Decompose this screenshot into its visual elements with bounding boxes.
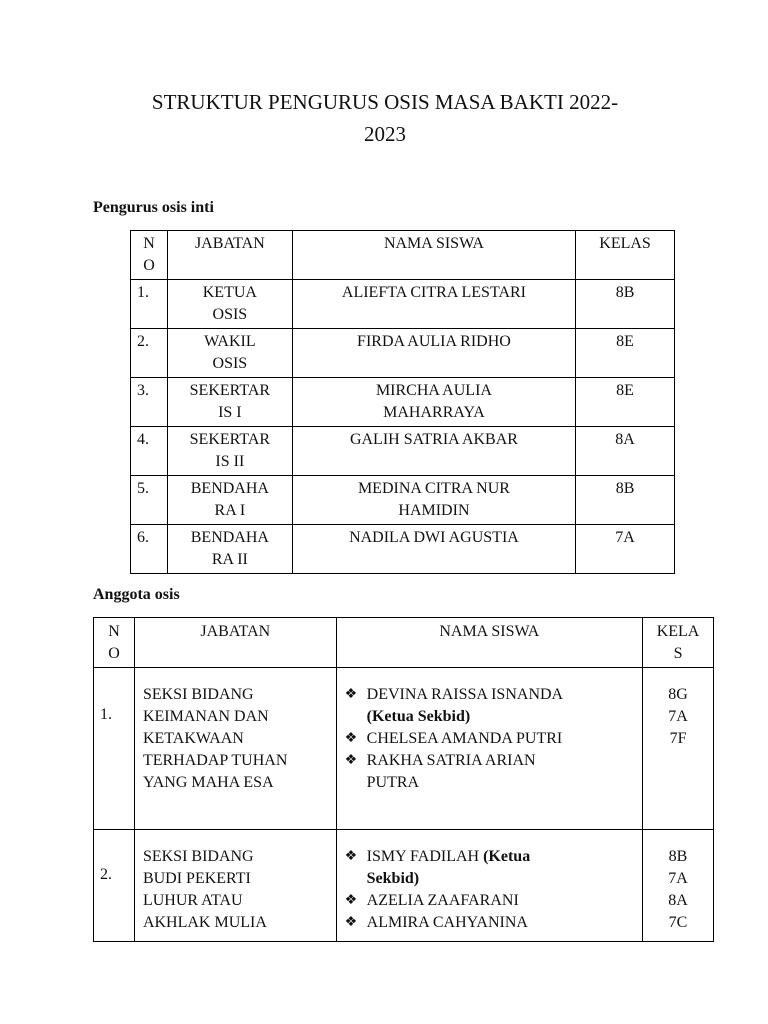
header-jabatan: JABATAN xyxy=(134,618,336,668)
header-kelas: KELA S xyxy=(643,618,714,668)
row-kelas: 8E xyxy=(576,378,675,427)
row-kelas: 8B xyxy=(576,280,675,329)
row-jabatan: KETUA OSIS xyxy=(167,280,292,329)
diamond-bullet-icon: ❖ xyxy=(344,893,358,908)
header-no: N O xyxy=(131,231,168,280)
row-seksi: SEKSI BIDANG BUDI PEKERTI LUHUR ATAU AKHLAK MULIA xyxy=(134,830,336,942)
diamond-bullet-icon: ❖ xyxy=(344,731,358,746)
row-nama: MEDINA CITRA NUR HAMIDIN xyxy=(292,476,575,525)
row-no: 5. xyxy=(131,476,168,525)
header-no: N O xyxy=(94,618,135,668)
table-row xyxy=(94,830,714,942)
row-seksi: SEKSI BIDANG KEIMANAN DAN KETAKWAAN TERHADAP TUHAN YANG MAHA ESA xyxy=(134,668,336,830)
row-jabatan: BENDAHA RA I xyxy=(167,476,292,525)
row-members xyxy=(336,668,642,830)
section-heading-members: Anggota osis xyxy=(93,586,180,603)
row-no: 2. xyxy=(131,329,168,378)
diamond-bullet-icon: ❖ xyxy=(344,687,358,702)
table-row xyxy=(131,280,675,329)
row-kelas: 8B 7A 8A 7C xyxy=(643,830,714,942)
row-nama: MIRCHA AULIA MAHARRAYA xyxy=(292,378,575,427)
row-kelas: 7A xyxy=(576,525,675,574)
diamond-bullet-icon: ❖ xyxy=(344,849,358,864)
table-row xyxy=(94,668,714,830)
row-kelas: 8E xyxy=(576,329,675,378)
row-kelas: 8B xyxy=(576,476,675,525)
row-kelas: 8G 7A 7F xyxy=(643,668,714,830)
member-item: ❖ DEVINA RAISSA ISNANDA (Ketua Sekbid) xyxy=(344,686,564,725)
section-heading-core: Pengurus osis inti xyxy=(93,199,214,216)
member-item: ❖ ISMY FADILAH (Ketua Sekbid) xyxy=(344,848,531,887)
member-item: ❖ RAKHA SATRIA ARIAN PUTRA xyxy=(344,752,536,791)
row-no: 1. xyxy=(131,280,168,329)
row-nama: NADILA DWI AGUSTIA xyxy=(292,525,575,574)
member-item: ❖ ALMIRA CAHYANINA xyxy=(345,912,636,934)
table-row xyxy=(131,427,675,476)
header-nama: NAMA SISWA xyxy=(292,231,575,280)
row-jabatan: BENDAHA RA II xyxy=(167,525,292,574)
members-table xyxy=(93,617,714,942)
row-nama: FIRDA AULIA RIDHO xyxy=(292,329,575,378)
row-no: 4. xyxy=(131,427,168,476)
row-jabatan: SEKERTAR IS I xyxy=(167,378,292,427)
diamond-bullet-icon: ❖ xyxy=(344,915,358,930)
table-row xyxy=(131,476,675,525)
table-row xyxy=(131,525,675,574)
core-officers-table xyxy=(130,230,675,574)
row-no: 3. xyxy=(131,378,168,427)
title-line-1: STRUKTUR PENGURUS OSIS MASA BAKTI 2022- xyxy=(151,90,619,114)
table-row xyxy=(131,329,675,378)
header-nama: NAMA SISWA xyxy=(336,618,642,668)
table-header-row xyxy=(131,231,675,280)
row-no: 2. xyxy=(94,830,135,942)
member-item: ❖ AZELIA ZAAFARANI xyxy=(345,890,636,912)
row-nama: GALIH SATRIA AKBAR xyxy=(292,427,575,476)
row-members xyxy=(336,830,642,942)
diamond-bullet-icon: ❖ xyxy=(344,753,358,768)
table-header-row xyxy=(94,618,714,668)
row-jabatan: SEKERTAR IS II xyxy=(167,427,292,476)
header-jabatan: JABATAN xyxy=(167,231,292,280)
row-jabatan: WAKIL OSIS xyxy=(167,329,292,378)
document-title xyxy=(60,86,710,150)
row-no: 6. xyxy=(131,525,168,574)
header-kelas: KELAS xyxy=(576,231,675,280)
row-no: 1. xyxy=(94,668,135,830)
member-item: ❖ CHELSEA AMANDA PUTRI xyxy=(345,728,636,750)
title-line-2: 2023 xyxy=(364,122,406,146)
row-nama: ALIEFTA CITRA LESTARI xyxy=(292,280,575,329)
table-row xyxy=(131,378,675,427)
row-kelas: 8A xyxy=(576,427,675,476)
